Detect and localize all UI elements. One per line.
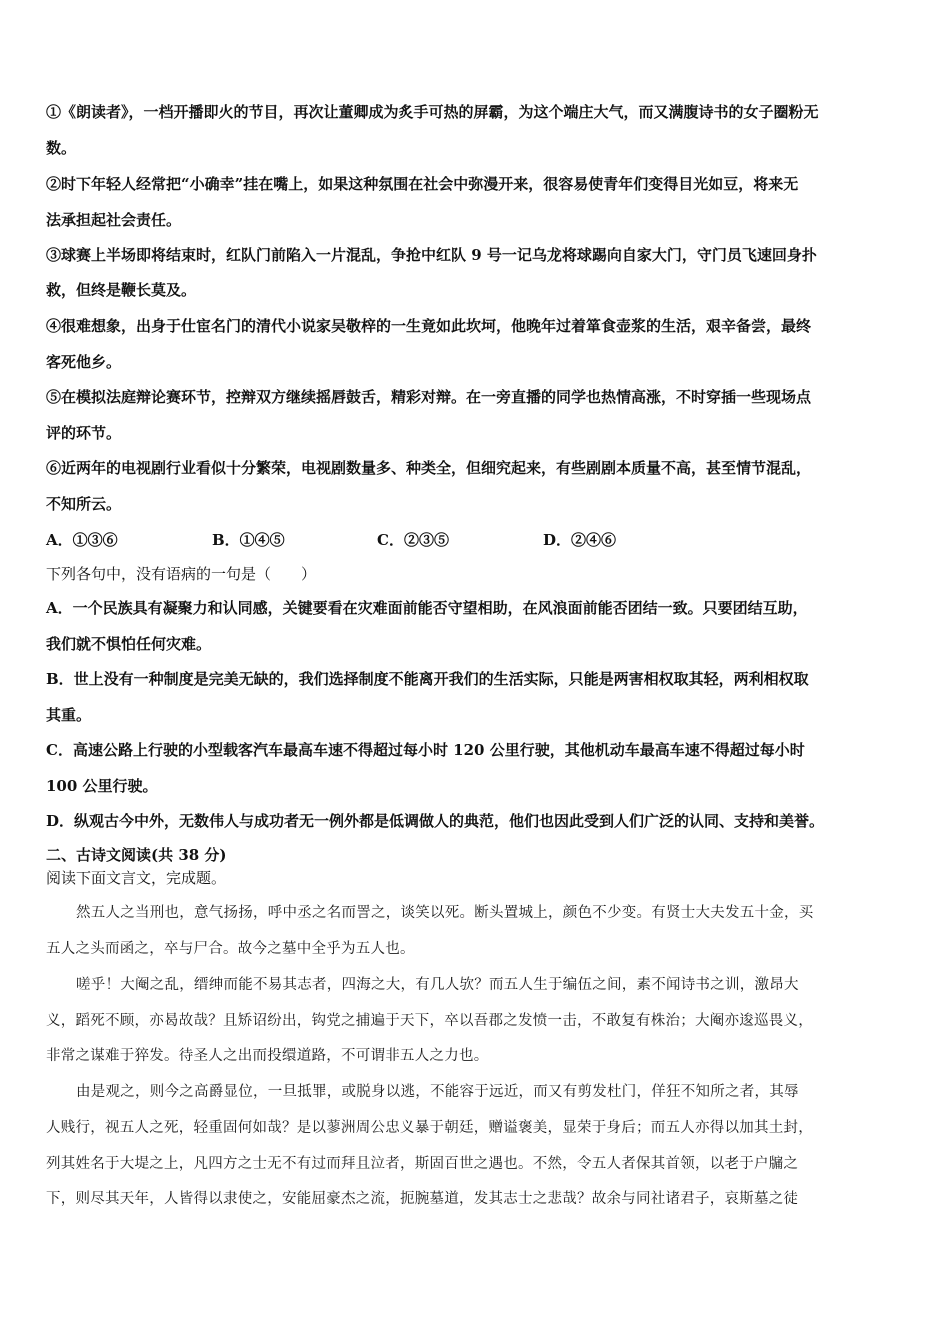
question-2-stem: 下列各句中，没有语病的一句是（ ） (46, 565, 317, 583)
q2-option-b-line-2: 其重。 (46, 706, 92, 724)
q2-option-d-line-1: D．纵观古今中外，无数伟人与成功者无一例外都是低调做人的典范，他们也因此受到人们广泛的认同、支持和美誉。 (46, 812, 825, 830)
passage-p1-line-1: 然五人之当刑也，意气扬扬，呼中丞之名而詈之，谈笑以死。断头置城上，颜色不少变。有贤士大夫发五十金，买 (76, 905, 814, 921)
passage-p3-line-2: 人贱行，视五人之死，轻重固何如哉？是以蓼洲周公忠义暴于朝廷，赠谥褒美，显荣于身后；而五人亦得以加其土封， (46, 1120, 813, 1136)
item-4-line-1: ④很难想象，出身于仕宦名门的清代小说家吴敬梓的一生竟如此坎坷，他晚年过着箪食壶浆的生活，艰辛备尝，最终 (46, 317, 812, 335)
item-3-line-1: ③球赛上半场即将结束时，红队门前陷入一片混乱，争抢中红队 9 号一记乌龙将球踢向自家大门，守门员飞速回身扑 (46, 246, 817, 264)
q2-option-c-line-2: 100 公里行驶。 (46, 777, 158, 795)
item-1-line-2: 数。 (46, 139, 77, 157)
option-d: D．②④⑥ (543, 531, 617, 549)
item-6-line-2: 不知所云。 (46, 495, 122, 513)
item-2-line-2: 法承担起社会责任。 (46, 211, 182, 229)
item-2-line-1: ②时下年轻人经常把“小确幸”挂在嘴上，如果这种氛围在社会中弥漫开来，很容易使青年们变得目光如豆，将来无 (46, 175, 799, 193)
q2-option-a-line-2: 我们就不惧怕任何灾难。 (46, 635, 212, 653)
item-6-line-1: ⑥近两年的电视剧行业看似十分繁荣，电视剧数量多、种类全，但细究起来，有些剧剧本质量不高，甚至情节混乱， (46, 459, 812, 477)
item-4-line-2: 客死他乡。 (46, 353, 122, 371)
item-5-line-1: ⑤在模拟法庭辩论赛环节，控辩双方继续摇唇鼓舌，精彩对辩。在一旁直播的同学也热情高涨，不时穿插一些现场点 (46, 388, 812, 406)
passage-p2-line-2: 义，蹈死不顾，亦曷故哉？且矫诏纷出，钩党之捕遍于天下，卒以吾郡之发愤一击，不敢复有株治；大阉亦逡巡畏义， (46, 1013, 813, 1029)
item-3-line-2: 救，但终是鞭长莫及。 (46, 281, 197, 299)
q2-option-b-line-1: B．世上没有一种制度是完美无缺的，我们选择制度不能离开我们的生活实际，只能是两害相权取其轻，两利相权取 (46, 670, 809, 688)
section-heading: 二、古诗文阅读(共 38 分) (46, 846, 227, 864)
passage-p1-line-2: 五人之头而函之，卒与尸合。故今之墓中全乎为五人也。 (46, 941, 415, 957)
option-a: A．①③⑥ (46, 531, 118, 549)
option-c: C．②③⑤ (377, 531, 449, 549)
section-instruction: 阅读下面文言文，完成题。 (46, 869, 227, 887)
passage-p2-line-3: 非常之谋难于猝发。待圣人之出而投缳道路，不可谓非五人之力也。 (46, 1048, 489, 1064)
item-1-line-1: ①《朗读者》，一档开播即火的节目，再次让董卿成为炙手可热的屏霸，为这个端庄大气，而又满腹诗书的女子圈粉无 (46, 103, 819, 121)
item-5-line-2: 评的环节。 (46, 424, 122, 442)
q2-option-a-line-1: A．一个民族具有凝聚力和认同感，关键要看在灾难面前能否守望相助，在风浪面前能否团结一致。只要团结互助， (46, 599, 808, 617)
passage-p3-line-3: 列其姓名于大堤之上，凡四方之士无不有过而拜且泣者，斯固百世之遇也。不然，令五人者保其首领，以老于户牖之 (46, 1156, 799, 1172)
passage-p3-line-4: 下，则尽其天年，人皆得以隶使之，安能屈豪杰之流，扼腕墓道，发其志士之悲哉？故余与同社诸君子，哀斯墓之徒 (46, 1191, 799, 1207)
q2-option-c-line-1: C．高速公路上行驶的小型载客汽车最高车速不得超过每小时 120 公里行驶，其他机动车最高车速不得超过每小时 (46, 741, 805, 759)
passage-p2-line-1: 嗟乎！大阉之乱，缙绅而能不易其志者，四海之大，有几人欤？而五人生于编伍之间，素不闻诗书之训，激昂大 (76, 977, 799, 993)
option-b: B．①④⑤ (212, 531, 285, 549)
passage-p3-line-1: 由是观之，则今之高爵显位，一旦抵罪，或脱身以逃，不能容于远近，而又有剪发杜门，佯狂不知所之者，其辱 (76, 1084, 799, 1100)
